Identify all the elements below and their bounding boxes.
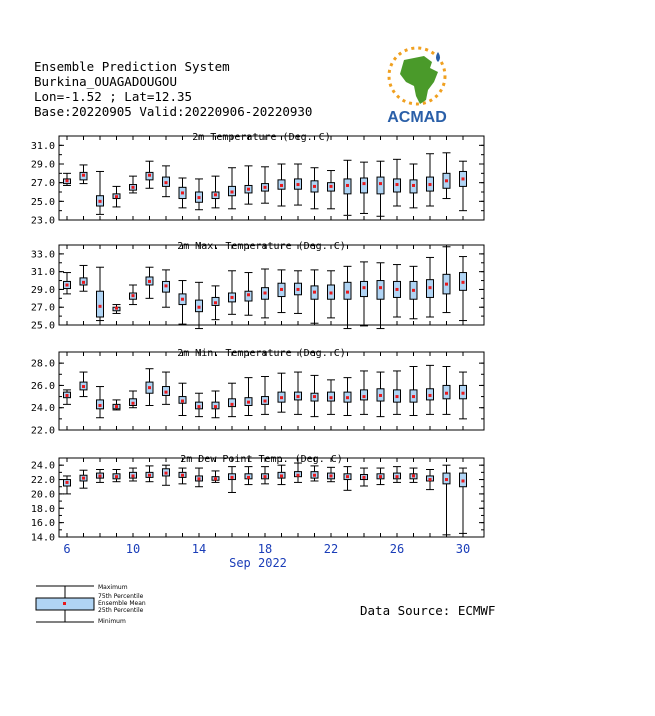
mean-marker: [181, 400, 184, 403]
mean-marker: [165, 181, 168, 184]
mean-marker: [330, 396, 333, 399]
ytick-label: 22.0: [30, 425, 55, 437]
mean-marker: [429, 394, 432, 397]
mean-marker: [115, 475, 118, 478]
mean-marker: [82, 174, 85, 177]
mean-marker: [429, 183, 432, 186]
mean-marker: [445, 283, 448, 286]
mean-marker: [445, 179, 448, 182]
panel-title: 2m Min. Temperature (Deg. C): [177, 348, 346, 359]
mean-marker: [462, 281, 465, 284]
mean-marker: [181, 191, 184, 194]
mean-marker: [132, 186, 135, 189]
panel-title: 2m Dew Point Temp. (Deg. C): [180, 454, 343, 465]
mean-marker: [214, 477, 217, 480]
mean-marker: [148, 474, 151, 477]
iqr-box: [361, 178, 368, 193]
mean-marker: [99, 200, 102, 203]
mean-marker: [346, 291, 349, 294]
header-station: Burkina_OUAGADOUGOU: [34, 74, 177, 89]
mean-marker: [412, 289, 415, 292]
ytick-label: 25.0: [30, 320, 55, 332]
mean-marker: [462, 177, 465, 180]
mean-marker: [148, 174, 151, 177]
legend-p25: 25th Percentile: [98, 607, 144, 614]
iqr-box: [377, 177, 384, 194]
ytick-label: 27.0: [30, 302, 55, 314]
xtick-label: 6: [63, 542, 71, 556]
mean-marker: [198, 477, 201, 480]
xtick-label: 26: [389, 542, 405, 556]
mean-marker: [181, 298, 184, 301]
mean-marker: [462, 479, 465, 482]
mean-marker: [99, 404, 102, 407]
header-coords: Lon=-1.52 ; Lat=12.35: [34, 89, 193, 104]
mean-marker: [297, 183, 300, 186]
mean-marker: [379, 182, 382, 185]
legend-mean: Ensemble Mean: [98, 600, 146, 607]
mean-marker: [198, 405, 201, 408]
ytick-label: 23.0: [30, 215, 55, 227]
mean-marker: [412, 184, 415, 187]
mean-marker: [66, 179, 69, 182]
data-source: Data Source: ECMWF: [360, 603, 496, 618]
mean-marker: [412, 395, 415, 398]
mean-marker: [280, 288, 283, 291]
mean-marker: [99, 305, 102, 308]
ytick-label: 25.0: [30, 196, 55, 208]
mean-marker: [66, 481, 69, 484]
mean-marker: [363, 286, 366, 289]
ytick-label: 24.0: [30, 460, 55, 472]
mean-marker: [247, 293, 250, 296]
mean-marker: [297, 288, 300, 291]
mean-marker: [363, 395, 366, 398]
mean-marker: [280, 474, 283, 477]
mean-marker: [115, 405, 118, 408]
header-validity: Base:20220905 Valid:20220906-20220930: [34, 104, 313, 119]
mean-marker: [280, 184, 283, 187]
mean-marker: [396, 288, 399, 291]
mean-marker: [313, 474, 316, 477]
ytick-label: 29.0: [30, 284, 55, 296]
xtick-label: 18: [257, 542, 273, 556]
mean-marker: [396, 395, 399, 398]
legend-maximum: Maximum: [98, 584, 128, 591]
mean-marker: [445, 392, 448, 395]
mean-marker: [280, 396, 283, 399]
panel-title: 2m Temperature (Deg. C): [192, 132, 331, 143]
mean-marker: [346, 396, 349, 399]
legend-p75: 75th Percentile: [98, 593, 144, 600]
xtick-label: 22: [323, 542, 339, 556]
header-system: Ensemble Prediction System: [34, 59, 230, 74]
mean-marker: [429, 286, 432, 289]
mean-marker: [313, 291, 316, 294]
panel-title: 2m Max. Temperature (Deg. C): [177, 241, 346, 252]
mean-marker: [330, 185, 333, 188]
iqr-box: [361, 390, 368, 400]
mean-marker: [363, 182, 366, 185]
mean-marker: [412, 474, 415, 477]
mean-marker: [165, 284, 168, 287]
mean-marker: [396, 183, 399, 186]
xtick-label: 14: [191, 542, 207, 556]
mean-marker: [330, 292, 333, 295]
mean-marker: [379, 394, 382, 397]
mean-marker: [379, 286, 382, 289]
mean-marker: [297, 474, 300, 477]
mean-marker: [148, 386, 151, 389]
mean-marker: [132, 294, 135, 297]
mean-marker: [247, 401, 250, 404]
ytick-label: 26.0: [30, 380, 55, 392]
mean-marker: [379, 475, 382, 478]
ytick-label: 33.0: [30, 249, 55, 261]
ytick-label: 14.0: [30, 532, 55, 544]
iqr-box: [97, 291, 104, 317]
mean-marker: [462, 392, 465, 395]
ytick-label: 20.0: [30, 489, 55, 501]
mean-marker: [99, 474, 102, 477]
mean-marker: [264, 292, 267, 295]
mean-marker: [66, 394, 69, 397]
panel-frame: [59, 136, 484, 220]
mean-marker: [115, 195, 118, 198]
mean-marker: [148, 280, 151, 283]
mean-marker: [82, 281, 85, 284]
mean-marker: [313, 395, 316, 398]
mean-marker: [198, 196, 201, 199]
panel-frame: [59, 352, 484, 430]
logo-text: ACMAD: [387, 109, 447, 126]
mean-marker: [231, 476, 234, 479]
mean-marker: [214, 301, 217, 304]
mean-marker: [231, 403, 234, 406]
ytick-label: 31.0: [30, 267, 55, 279]
mean-marker: [132, 474, 135, 477]
mean-marker: [181, 474, 184, 477]
mean-marker: [231, 191, 234, 194]
mean-marker: [247, 188, 250, 191]
mean-marker: [231, 296, 234, 299]
mean-marker: [214, 193, 217, 196]
mean-marker: [429, 478, 432, 481]
mean-marker: [297, 395, 300, 398]
ytick-label: 28.0: [30, 358, 55, 370]
panel-frame: [59, 245, 484, 325]
ytick-label: 18.0: [30, 503, 55, 515]
xtick-label: 10: [125, 542, 141, 556]
mean-marker: [214, 405, 217, 408]
mean-marker: [363, 476, 366, 479]
panel-frame: [59, 458, 484, 537]
iqr-box: [377, 281, 384, 300]
mean-marker: [132, 402, 135, 405]
ytick-label: 22.0: [30, 475, 55, 487]
chart-legend: [32, 583, 172, 625]
mean-marker: [346, 184, 349, 187]
mean-marker: [82, 385, 85, 388]
mean-marker: [66, 284, 69, 287]
mean-marker: [115, 307, 118, 310]
mean-marker: [445, 478, 448, 481]
mean-marker: [198, 306, 201, 309]
mean-marker: [264, 186, 267, 189]
mean-marker: [330, 474, 333, 477]
ytick-label: 31.0: [30, 140, 55, 152]
xtick-label: 30: [455, 542, 471, 556]
mean-marker: [82, 477, 85, 480]
ytick-label: 29.0: [30, 159, 55, 171]
mean-marker: [313, 185, 316, 188]
ytick-label: 27.0: [30, 178, 55, 190]
ytick-label: 24.0: [30, 403, 55, 415]
x-month-label: Sep 2022: [229, 556, 287, 570]
mean-marker: [165, 472, 168, 475]
mean-marker: [264, 400, 267, 403]
legend-minimum: Minimum: [98, 618, 126, 625]
mean-marker: [165, 391, 168, 394]
mean-marker: [264, 475, 267, 478]
mean-marker: [396, 475, 399, 478]
mean-marker: [346, 475, 349, 478]
mean-marker: [247, 476, 250, 479]
ytick-label: 16.0: [30, 518, 55, 530]
